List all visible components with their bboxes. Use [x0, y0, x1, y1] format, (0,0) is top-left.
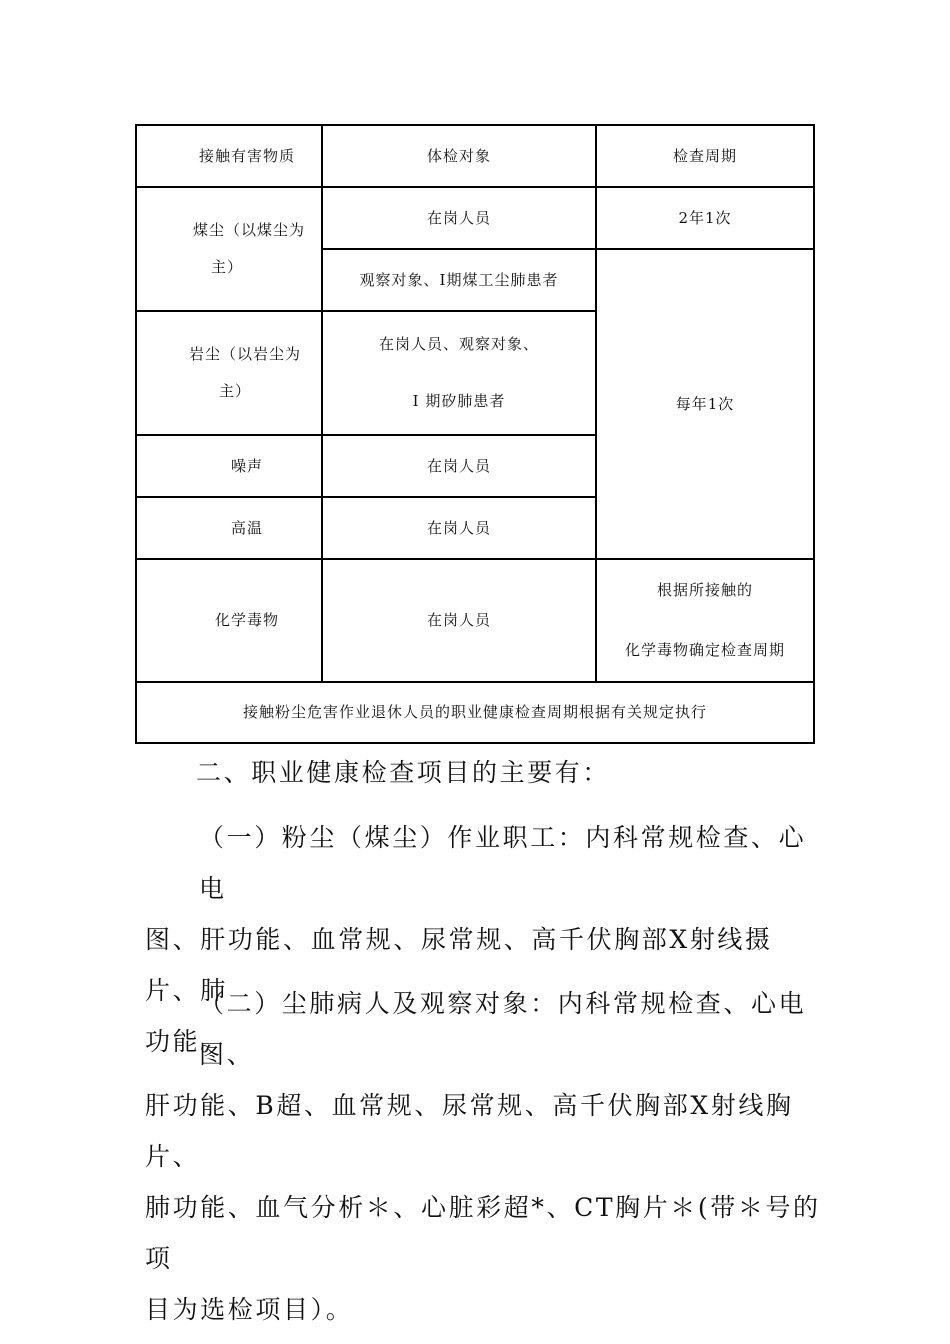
subjects-rock-line1: 在岗人员、观察对象、 [378, 335, 539, 353]
paragraph-line: 图、肝功能、血常规、尿常规、高千伏胸部X射线摄片、肺 [145, 925, 773, 1005]
cycle-chemical-line2: 化学毒物确定检查周期 [624, 641, 785, 659]
substance-rock-dust [189, 312, 321, 434]
table-border-right [813, 124, 815, 744]
section-heading [196, 747, 876, 798]
substance-coal-dust [193, 188, 321, 310]
paragraph-line: （一）粉尘（煤尘）作业职工：内科常规检查、心电 [199, 823, 807, 903]
substance-rock-dust-line1: 岩尘（以岩尘为 [189, 345, 302, 363]
section-heading-line: 二、职业健康检查项目的主要有： [196, 758, 611, 787]
substance-heat: 高温 [230, 518, 263, 537]
subjects-noise: 在岗人员 [426, 456, 491, 475]
header-cycle: 检查周期 [672, 146, 737, 165]
subjects-rock [323, 312, 595, 434]
subjects-coal-observation: 观察对象、Ⅰ期煤工尘肺患者 [359, 270, 559, 289]
header-subjects: 体检对象 [426, 146, 491, 165]
substance-coal-dust-line2: 主） [211, 258, 244, 276]
cycle-coal: 2年1次 [678, 208, 732, 227]
subjects-heat: 在岗人员 [426, 518, 491, 537]
subjects-rock-line2: Ⅰ 期矽肺患者 [412, 392, 506, 410]
inspection-cycle-table [135, 124, 815, 744]
cycle-yearly: 每年1次 [675, 394, 735, 413]
subjects-chemical: 在岗人员 [426, 611, 491, 629]
substance-noise: 噪声 [230, 456, 263, 475]
table-footer-note: 接触粉尘危害作业退休人员的职业健康检查周期根据有关规定执行 [242, 703, 707, 721]
table-border-bottom [135, 742, 815, 744]
paragraph-pneumoconiosis-patients [145, 978, 825, 1335]
subjects-coal-onduty: 在岗人员 [426, 208, 491, 227]
paragraph-line: 肝功能、B超、血常规、尿常规、高千伏胸部X射线胸片、 [145, 1091, 794, 1171]
paragraph-line: 肺功能、血气分析＊、心脏彩超*、CT胸片＊(带＊号的项 [145, 1193, 821, 1273]
paragraph-line: 目为选检项目）。 [145, 1295, 354, 1324]
substance-rock-dust-line2: 主） [219, 382, 252, 400]
cycle-chemical-line1: 根据所接触的 [656, 581, 753, 599]
header-substance: 接触有害物质 [198, 146, 295, 165]
substance-coal-dust-line1: 煤尘（以煤尘为 [193, 221, 306, 239]
paragraph-line: （二）尘肺病人及观察对象：内科常规检查、心电图、 [199, 989, 807, 1069]
substance-chemical: 化学毒物 [214, 611, 279, 629]
paragraph-line: 功能。 [145, 1027, 228, 1056]
cycle-chemical [597, 560, 813, 681]
